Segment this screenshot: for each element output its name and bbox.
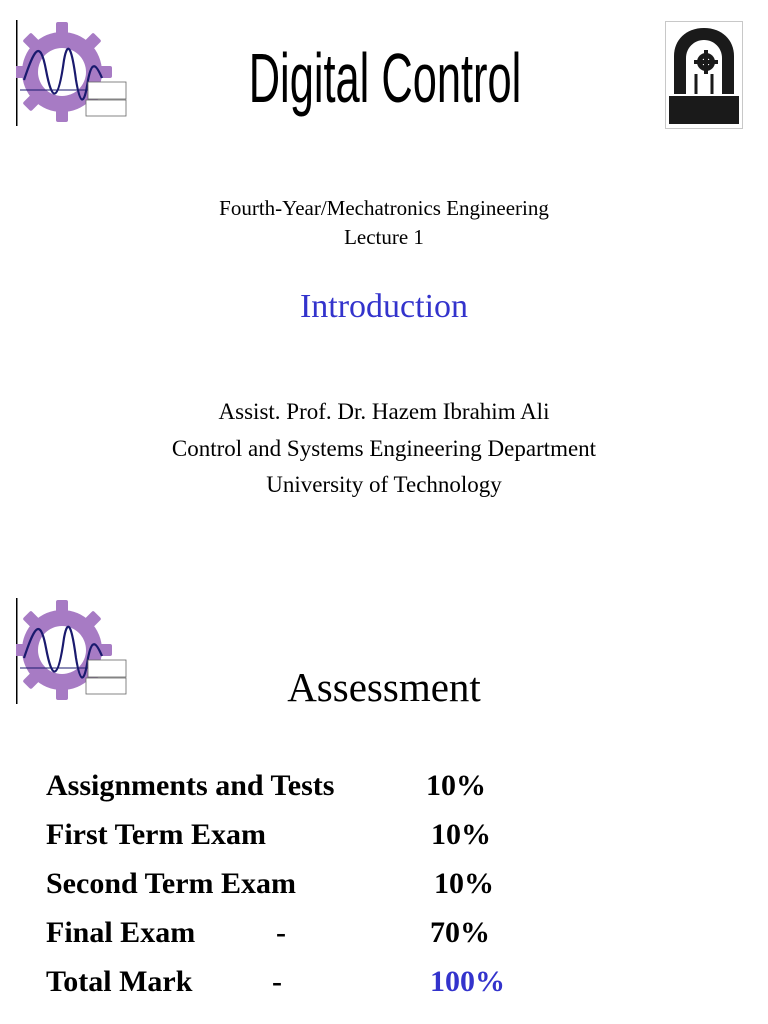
assessment-dash: - <box>272 965 282 998</box>
assessment-item: Assignments and Tests <box>46 769 335 802</box>
assessment-percent-total: 100% <box>430 965 505 998</box>
assessment-percent: 70% <box>430 916 490 949</box>
course-subtitle: Fourth-Year/Mechatronics Engineering <box>219 196 549 220</box>
assessment-dash: - <box>276 916 286 949</box>
assessment-row <box>46 911 746 955</box>
assessment-percent: 10% <box>426 769 486 802</box>
assessment-row <box>46 764 746 808</box>
assessment-percent: 10% <box>434 867 494 900</box>
department-name: Control and Systems Engineering Department <box>171 436 597 461</box>
assessment-item: First Term Exam <box>46 818 266 851</box>
assessment-percent: 10% <box>431 818 491 851</box>
page-title: Digital Control <box>248 39 522 117</box>
assessment-row <box>46 862 746 906</box>
university-name: University of Technology <box>266 472 502 497</box>
department-gear-logo-image <box>16 20 128 126</box>
lecture-topic: Introduction <box>299 288 469 325</box>
assessment-row <box>46 813 746 857</box>
lecture-number: Lecture 1 <box>344 225 424 249</box>
assessment-title: Assessment <box>287 664 481 710</box>
assessment-item: Second Term Exam <box>46 867 297 900</box>
assessment-slide <box>0 560 768 1024</box>
assessment-item: Final Exam <box>46 916 196 949</box>
assessment-item: Total Mark <box>46 965 193 998</box>
assessment-row <box>46 960 746 1004</box>
author-name: Assist. Prof. Dr. Hazem Ibrahim Ali <box>218 399 550 424</box>
university-emblem-image <box>666 22 742 128</box>
department-logo <box>16 20 128 126</box>
university-logo <box>665 21 743 129</box>
